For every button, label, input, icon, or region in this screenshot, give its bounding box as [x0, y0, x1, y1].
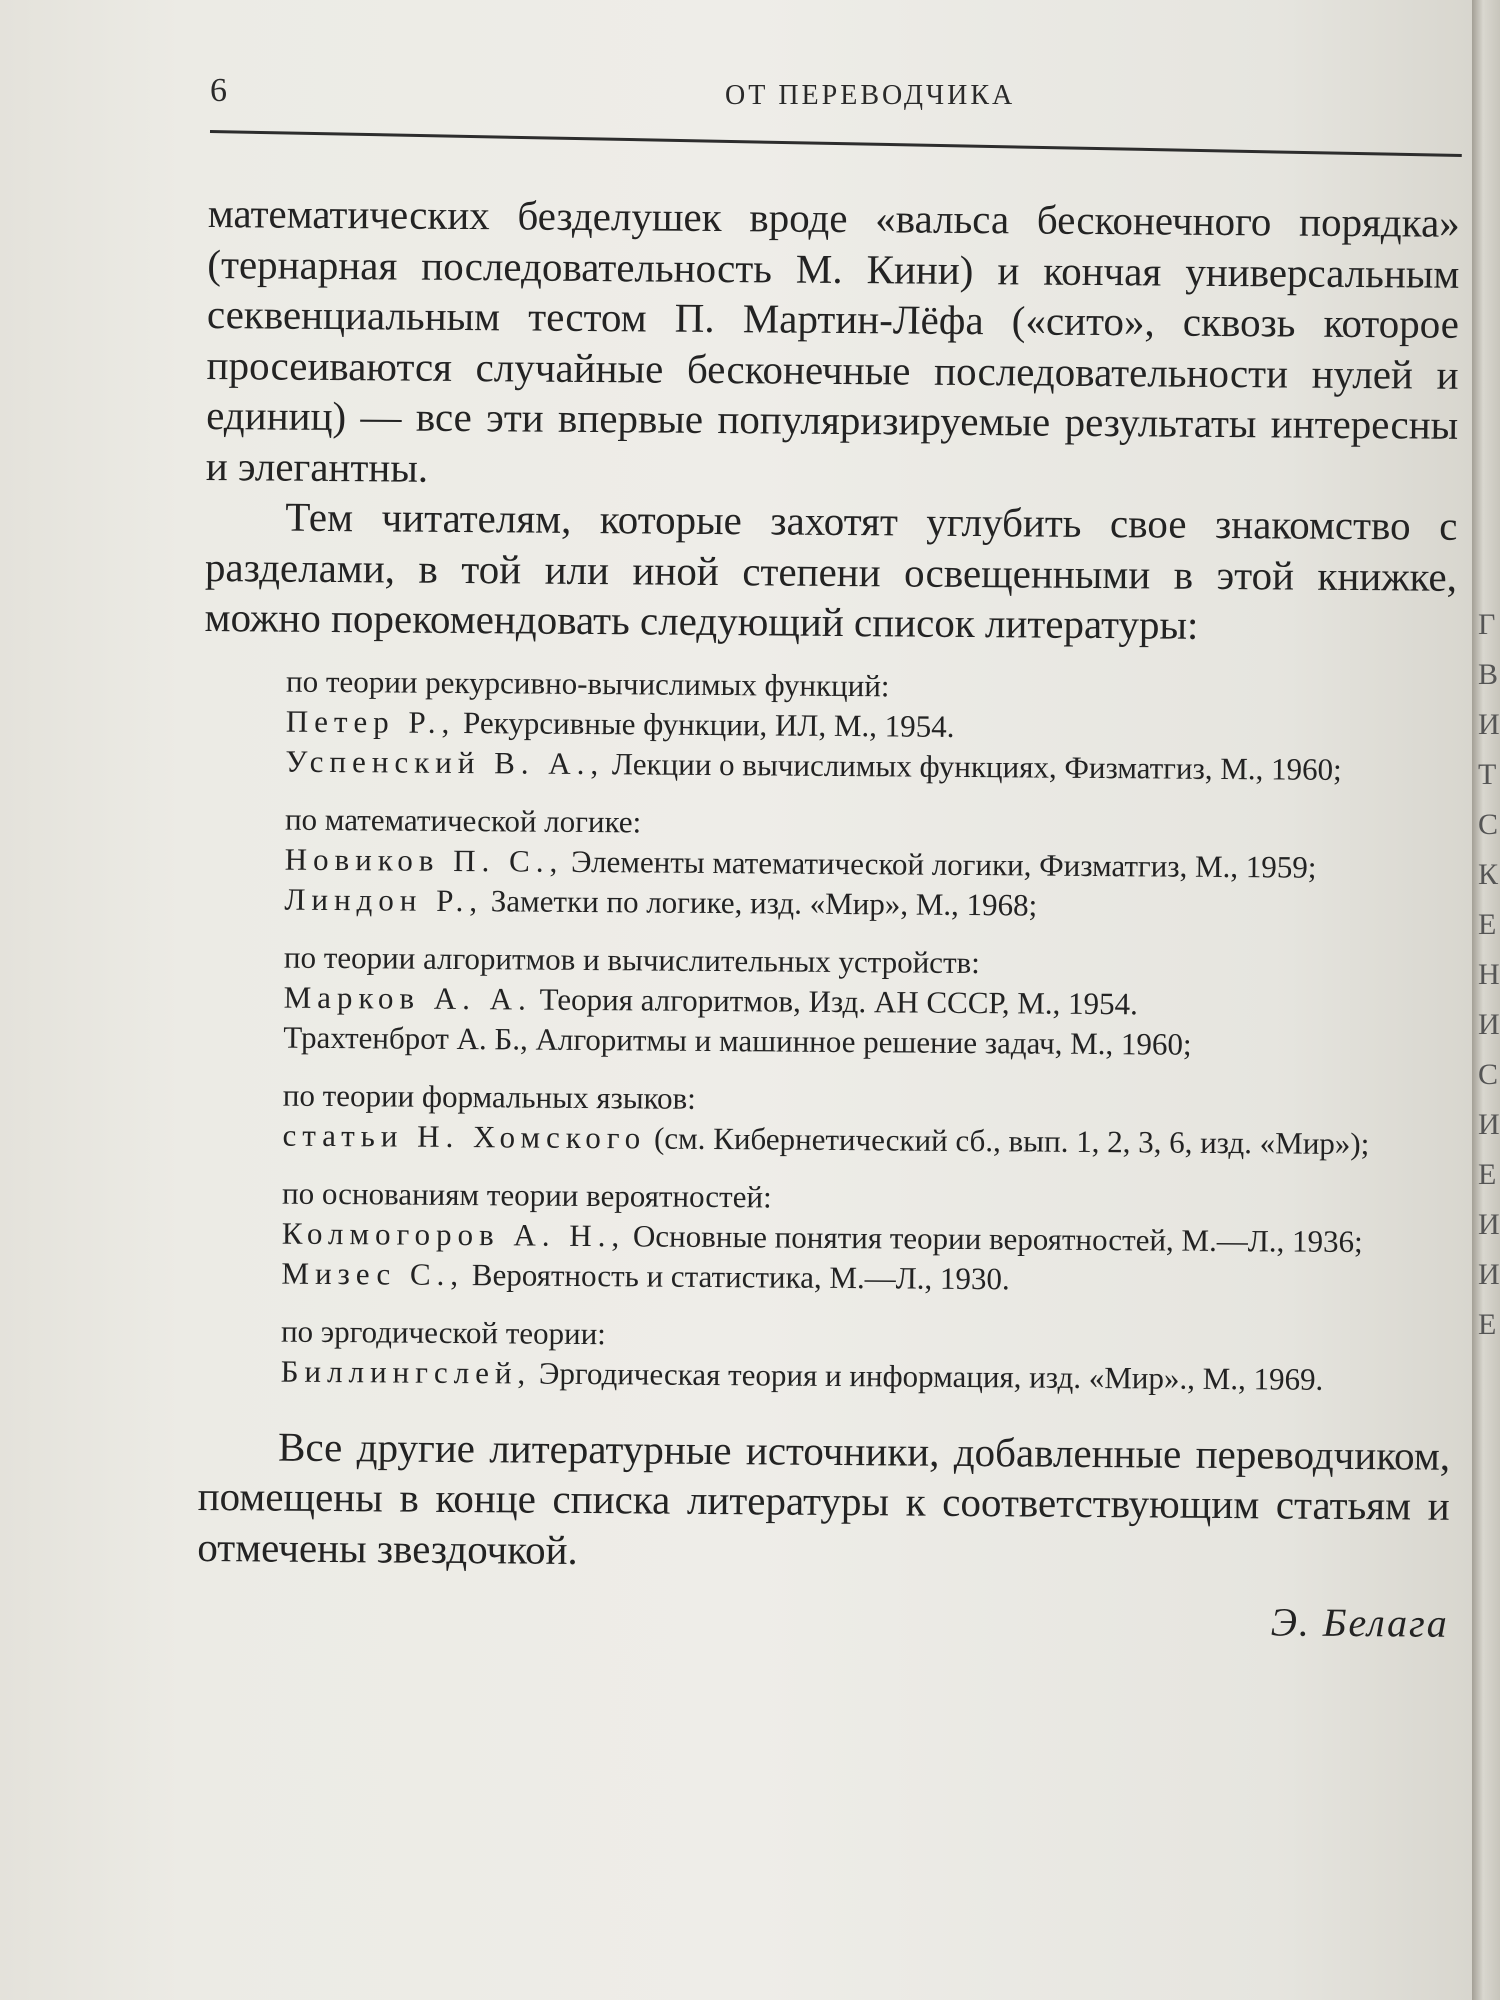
bib-author: Биллингслей, [280, 1353, 532, 1391]
bib-topic: по теории рекурсивно-вычислимых функций: [285, 663, 890, 703]
bib-author: Линдон Р., [284, 881, 484, 918]
paragraph-3: Все другие литературные источники, добавленные переводчиком, помещены в конце списка литературы к соответствующим статьям и отмечены звездочкой. [197, 1423, 1451, 1573]
running-head: ОТ ПЕРЕВОДЧИКА [725, 80, 1016, 111]
bib-details: Теория алгоритмов, Изд. АН СССР, М., 1954. [531, 981, 1139, 1021]
bib-details: Лекции о вычислимых функциях, Физматгиз, М., 1960; [604, 745, 1342, 787]
bib-details: Алгоритмы и машинное решение задач, М., 1960; [527, 1021, 1192, 1062]
bib-author: статьи Н. Хомского [282, 1117, 647, 1155]
bib-author: Трахтенброт А. Б., [283, 1019, 528, 1057]
paragraph-1: математических безделушек вроде «вальса бесконечного порядка» (тернарная последовательность М. Кини) и кончая универсальным секвенциальным тестом П. Мартин-Лёфа («сито», сквозь которое просеиваются случайные бесконечные последовательности нулей и единиц) — все эти впервые популяризируемые результаты интересны и элегантны. [205, 189, 1460, 491]
bib-author: Мизес С., [281, 1255, 465, 1292]
body-text [197, 188, 1460, 1647]
paragraph-2: Тем читателям, которые захотят углубить свое знакомство с разделами, в той или иной степени освещенными в этой книжке, можно порекомендовать следующий список литературы: [204, 493, 1458, 648]
bib-author: Петер Р., [285, 703, 456, 740]
bib-author: Новиков П. С., [284, 841, 564, 879]
page-header [210, 72, 1460, 122]
bib-author: Успенский В. А., [285, 743, 605, 781]
bibliography [199, 660, 1457, 1400]
bib-details: Рекурсивные функции, ИЛ, М., 1954. [455, 704, 955, 744]
bib-details: Эргодическая теория и информация, изд. «Мир»., М., 1969. [531, 1355, 1324, 1397]
bib-author: Марков А. А. [283, 979, 533, 1017]
bib-topic: по теории алгоритмов и вычислительных устройств: [283, 939, 980, 980]
bib-details: Элементы математической логики, Физматгиз, М., 1959; [563, 843, 1317, 885]
bib-topic: по эргодической теории: [280, 1313, 607, 1351]
facing-page-letters: Г В И Т С К Е Н И С И Е И И Е [1478, 608, 1500, 1341]
bib-details: Заметки по логике, изд. «Мир», М., 1968; [482, 882, 1038, 923]
translator-signature: Э. Белага [1270, 1599, 1449, 1646]
bib-topic: по основаниям теории вероятностей: [281, 1175, 772, 1214]
bib-details: Вероятность и статистика, М.—Л., 1930. [463, 1256, 1010, 1296]
page-number: 6 [210, 72, 227, 109]
header-rule [210, 130, 1462, 157]
bib-topic: по теории формальных языков: [282, 1077, 696, 1116]
bib-details: Основные понятия теории вероятностей, М.—Л., 1936; [625, 1217, 1363, 1259]
bib-author: Колмогоров А. Н., [281, 1215, 626, 1253]
facing-page-edge [1472, 0, 1500, 2000]
bib-topic: по математической логике: [284, 801, 642, 839]
bib-details: (см. Кибернетический сб., вып. 1, 2, 3, 6, изд. «Мир»); [646, 1119, 1370, 1161]
